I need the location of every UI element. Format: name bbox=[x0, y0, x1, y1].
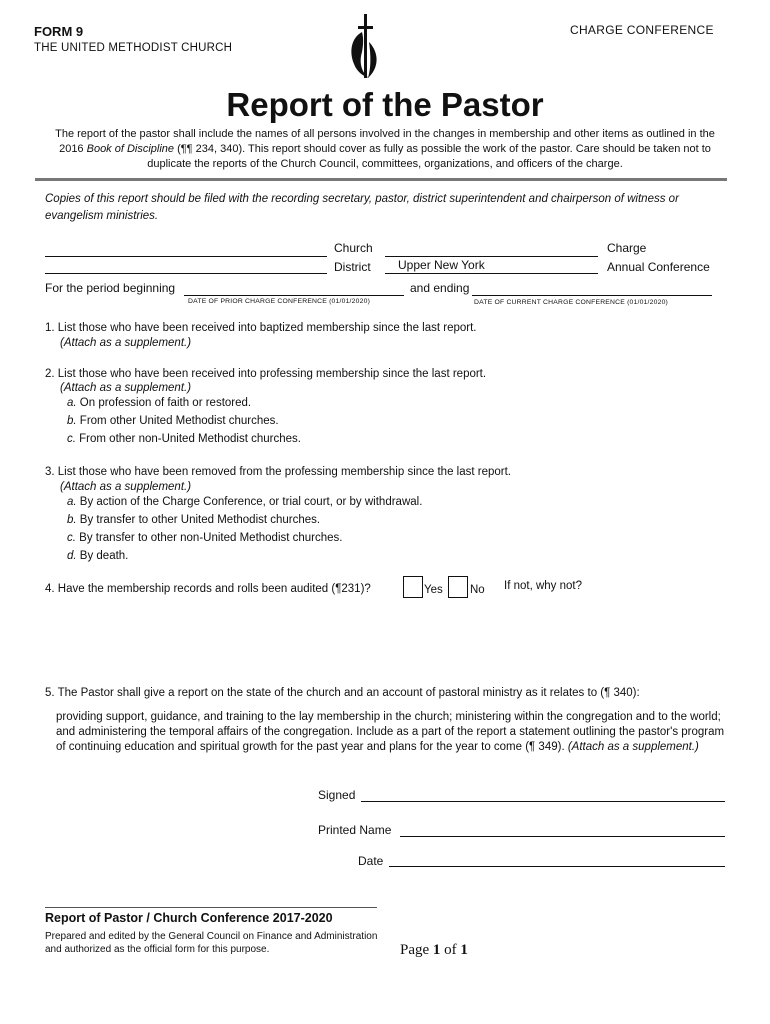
question-2-item: a. On profession of faith or restored. bbox=[67, 397, 252, 409]
question-1-note: (Attach as a supplement.) bbox=[60, 337, 192, 349]
intro-text: The report of the pastor shall include the names of all persons involved in the changes in membership and other items as outlined in the 2016 Book of Discipline (¶¶ 234, 340). This report should cover as fully as possible the work of the pastor. Care should be taken not to duplicate the reports of the Church Council, committees, organizations, and officers of the charge. bbox=[55, 128, 715, 170]
church-label: Church bbox=[334, 241, 373, 255]
question-2: 2. List those who have been received into professing membership since the last report. bbox=[45, 368, 487, 380]
question-2-item: c. From other non-United Methodist churches. bbox=[67, 433, 301, 445]
printed-name-field[interactable] bbox=[400, 836, 725, 837]
period-end-field[interactable] bbox=[472, 295, 712, 296]
question-3-note: (Attach as a supplement.) bbox=[60, 481, 192, 493]
church-field-line-2[interactable] bbox=[45, 273, 327, 274]
cross-and-flame-icon bbox=[345, 12, 385, 82]
question-5-details: providing support, guidance, and training to the lay membership in the church; ministering within the congregation and to the world; and administering the temporal affairs of the congregation. Include as a part of the report a statement outlining the pastor's program of continuing education and spiritual growth for the past year and plans for the year to come (¶ 349). (Attach as a supplement.) bbox=[56, 711, 725, 753]
district-value: Upper New York bbox=[398, 258, 485, 272]
question-2-item: b. From other United Methodist churches. bbox=[67, 415, 279, 427]
footer-divider bbox=[45, 907, 377, 908]
footer-note: Prepared and edited by the General Council on Finance and Administration and authorized as the official form for this purpose. bbox=[45, 931, 378, 955]
date-field[interactable] bbox=[389, 866, 725, 867]
audited-no-label: No bbox=[470, 584, 485, 596]
church-field[interactable] bbox=[45, 256, 327, 257]
question-2-note: (Attach as a supplement.) bbox=[60, 382, 192, 394]
question-5: 5. The Pastor shall give a report on the state of the church and an account of pastoral ministry as it relates to (¶ 340): bbox=[45, 687, 640, 699]
district-label: District bbox=[334, 260, 371, 274]
signature-field[interactable] bbox=[361, 801, 725, 802]
printed-name-label: Printed Name bbox=[318, 823, 392, 837]
prior-date-caption: DATE OF PRIOR CHARGE CONFERENCE (01/01/2020) bbox=[188, 298, 371, 305]
why-not-label: If not, why not? bbox=[504, 580, 582, 592]
question-3-item: b. By transfer to other United Methodist churches. bbox=[67, 514, 321, 526]
audited-yes-label: Yes bbox=[424, 584, 443, 596]
page-title: Report of the Pastor bbox=[226, 86, 544, 123]
audited-yes-checkbox[interactable] bbox=[403, 576, 423, 598]
period-start-field[interactable] bbox=[184, 295, 404, 296]
audited-no-checkbox[interactable] bbox=[448, 576, 468, 598]
question-3-item: a. By action of the Charge Conference, or trial court, or by withdrawal. bbox=[67, 496, 423, 508]
signed-label: Signed bbox=[318, 788, 356, 802]
question-1: 1. List those who have been received into baptized membership since the last report. bbox=[45, 322, 477, 334]
question-3-item: c. By transfer to other non-United Methodist churches. bbox=[67, 532, 343, 544]
question-3-item: d. By death. bbox=[67, 550, 129, 562]
copies-note: Copies of this report should be filed with the recording secretary, pastor, district superintendent and chairperson of witness or evangelism ministries. bbox=[45, 193, 679, 222]
question-3: 3. List those who have been removed from the professing membership since the last report. bbox=[45, 466, 511, 478]
footer-title: Report of Pastor / Church Conference 2017-2020 bbox=[45, 911, 333, 925]
header-divider bbox=[35, 178, 727, 181]
question-4: 4. Have the membership records and rolls been audited (¶231)? bbox=[45, 583, 371, 595]
denomination-name: THE UNITED METHODIST CHURCH bbox=[34, 42, 233, 54]
charge-label: Charge bbox=[607, 241, 647, 255]
page-number: Page 1 of 1 bbox=[400, 942, 468, 958]
charge-field[interactable] bbox=[385, 256, 598, 257]
current-date-caption: DATE OF CURRENT CHARGE CONFERENCE (01/01/2020) bbox=[474, 299, 669, 306]
ending-label: and ending bbox=[410, 281, 470, 295]
period-label: For the period beginning bbox=[45, 281, 176, 295]
section-label: CHARGE CONFERENCE bbox=[570, 23, 714, 37]
district-field[interactable] bbox=[385, 273, 598, 274]
annual-conference-label: Annual Conference bbox=[607, 260, 710, 274]
date-label: Date bbox=[358, 854, 384, 868]
form-number: FORM 9 bbox=[34, 24, 84, 39]
